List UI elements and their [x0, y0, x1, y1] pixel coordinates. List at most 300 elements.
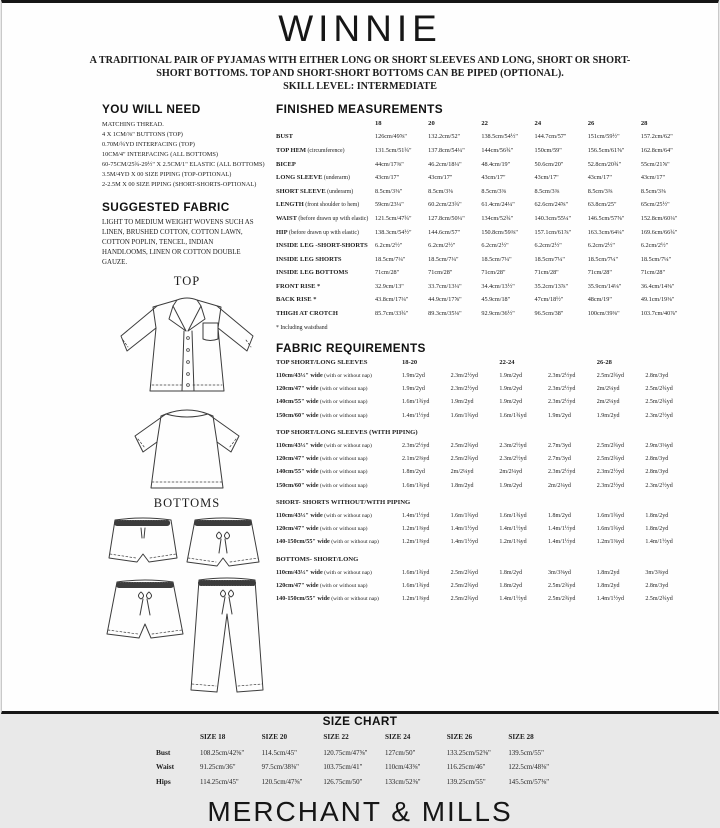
fabric-requirement-value: 2.5m/2¾yd: [645, 399, 673, 406]
measurement-value: 18.5cm/7¼": [534, 255, 565, 263]
measurement-label-note: (before drawn up with elastic): [296, 215, 369, 222]
fabric-requirement-value: 1.6m/1¾yd: [499, 412, 527, 419]
fabric-requirement-value: 1.2m/1⅜yd: [499, 539, 527, 546]
fabric-requirement-value: 1.4m/1½yd: [402, 412, 430, 419]
measurement-row: [276, 133, 694, 147]
measurement-label-text: LONG SLEEVE: [276, 174, 323, 182]
measurement-value: 138.5cm/54½": [481, 133, 518, 141]
fabric-size-group-header: 22-24: [499, 359, 515, 367]
fabric-requirement-value: 1.8m/2yd: [402, 469, 425, 476]
measurement-value: 48cm/19": [587, 296, 612, 304]
measurement-value: 71cm/28": [375, 269, 400, 277]
measurement-value: 63.8cm/25": [587, 201, 617, 209]
measurement-row: [276, 215, 694, 229]
fabric-width-label: [276, 455, 402, 462]
fabric-requirement-value: 1.4m/1½yd: [450, 539, 479, 546]
fabric-width-label: [276, 442, 402, 449]
fabric-requirement-row: [276, 512, 694, 525]
fabric-width-note: (with or without nap): [318, 482, 368, 489]
measurement-label: [276, 310, 375, 317]
size-chart-column-header: SIZE 18: [200, 733, 226, 742]
fabric-requirement-value: 2m/2¼yd: [499, 469, 523, 476]
measurements-header-row: [276, 120, 694, 134]
fabric-requirement-value: 2.5m/2¾yd: [548, 596, 576, 603]
measurement-label: [276, 229, 375, 236]
measurement-value: 137.8cm/54¼": [428, 146, 465, 154]
fabric-requirement-row: [276, 468, 694, 481]
measurement-value: 163.3cm/64¼": [587, 228, 625, 236]
fabric-width-label: [276, 385, 402, 392]
measurement-label-note: (front shoulder to hem): [303, 202, 360, 209]
measurement-label-note: (underarm): [322, 175, 350, 182]
size-chart-value: 110cm/43⅜": [385, 764, 421, 772]
measurement-value: 47cm/18½": [534, 296, 564, 304]
measurement-value: 8.5cm/3⅜": [375, 187, 403, 195]
size-chart-section: [2, 712, 718, 791]
measurement-value: 92.9cm/36½": [481, 310, 515, 318]
fabric-width-label: [276, 482, 402, 489]
size-chart-row-label: Hips: [156, 776, 171, 786]
measurement-row: [276, 188, 694, 202]
fabric-width-note: (with or without nap): [322, 570, 372, 577]
measurement-value: 85.7cm/33¾": [375, 310, 409, 318]
size-chart-value: 126.75cm/50": [323, 778, 363, 786]
measurement-value: 45.9cm/18": [481, 296, 511, 304]
measurement-value: 46.2cm/18¼": [428, 160, 462, 168]
measurement-label-note: (before drawn up with elastic): [287, 229, 359, 236]
fabric-requirement-value: 1.9m/2yd: [499, 373, 523, 380]
measurement-value: 157.2cm/62": [640, 133, 673, 141]
measurement-value: 43cm/17": [640, 174, 666, 182]
measurement-value: 6.2cm/2½": [534, 242, 562, 250]
fabric-requirement-value: 2.3m/2½yd: [548, 399, 576, 406]
measurement-label: [276, 133, 375, 140]
brand-logo: MERCHANT & MILLS: [207, 795, 513, 827]
measurement-value: 60.2cm/23¾": [428, 201, 462, 209]
size-column-header: 28: [640, 119, 648, 127]
fabric-width-text: 110cm/43½" wide: [276, 569, 323, 577]
measurement-row: [276, 229, 694, 243]
fabric-requirement-value: 2m/2¼yd: [548, 482, 571, 489]
fabric-requirements-heading: FABRIC REQUIREMENTS: [276, 340, 426, 355]
fabric-width-note: (with or without nap): [318, 583, 368, 590]
fabric-requirement-value: 2.3m/2½yd: [402, 443, 430, 450]
fabric-requirement-row: [276, 525, 694, 538]
size-chart-row-label: Bust: [156, 747, 171, 757]
fabric-requirement-value: 2.5m/2¾yd: [645, 596, 673, 603]
size-chart-column-header: SIZE 22: [323, 733, 349, 742]
fabric-requirement-value: 2.8m/3yd: [645, 373, 669, 380]
measurement-value: 127.8cm/50¼": [428, 214, 465, 222]
fabric-width-label: [276, 412, 402, 419]
fabric-requirement-value: 1.9m/2yd: [499, 386, 523, 393]
measurement-row: [276, 256, 694, 270]
measurement-value: 89.3cm/35⅛": [428, 310, 462, 318]
fabric-width-note: (with or without nap): [322, 373, 372, 380]
measurement-value: 140.3cm/55¼": [534, 214, 572, 222]
size-chart-value: 114.5cm/45": [261, 749, 297, 757]
size-column-header: 24: [534, 119, 542, 127]
you-will-need-heading: YOU WILL NEED: [102, 101, 201, 116]
fabric-requirement-value: 1.6m/1¾yd: [596, 513, 625, 520]
fabric-requirement-value: 1.2m/1⅜yd: [402, 539, 430, 546]
measurement-label-text: FRONT RISE *: [276, 282, 321, 290]
measurement-label-text: HIP: [276, 228, 288, 236]
fabric-requirement-row: [276, 372, 694, 385]
size-chart-value: 120.5cm/47⅝": [261, 778, 303, 786]
measurement-row: [276, 310, 694, 324]
finished-measurements-heading: FINISHED MEASUREMENTS: [276, 101, 444, 116]
measurement-row: [276, 242, 694, 256]
fabric-requirement-value: 1.4m/1½yd: [645, 539, 673, 546]
fabric-requirement-value: 2.3m/2½yd: [548, 469, 576, 476]
fabric-requirement-value: 2.7m/3yd: [548, 456, 571, 463]
fabric-requirement-value: 2.5m/2¾yd: [596, 373, 625, 380]
size-chart-column-header: SIZE 20: [261, 733, 288, 742]
measurement-value: 43cm/17": [534, 174, 559, 182]
fabric-requirement-value: 2.3m/2½yd: [596, 469, 625, 476]
fabric-requirement-value: 1.8m/2yd: [596, 583, 620, 590]
fabric-width-text: 120cm/47" wide: [276, 385, 319, 393]
measurement-label: [276, 269, 375, 276]
fabric-requirement-value: 1.9m/2yd: [596, 412, 620, 419]
fabric-width-label: [276, 569, 402, 576]
pyjama-bottoms-illustration: [103, 512, 271, 700]
measurement-value: 43.8cm/17¼": [375, 296, 409, 304]
measurement-value: 144cm/56¾": [481, 146, 514, 154]
measurement-value: 169.6cm/66¾": [640, 228, 678, 236]
measurement-value: 52.8cm/20¾": [587, 160, 622, 168]
skill-level: SKILL LEVEL: INTERMEDIATE: [283, 80, 437, 92]
measurement-label-text: BACK RISE *: [276, 296, 317, 304]
fabric-width-text: 150cm/60" wide: [276, 481, 319, 489]
measurement-value: 162.8cm/64": [640, 146, 673, 154]
you-will-need-item: 60-75CM/25¾-29½" X 2.5CM/1" ELASTIC (ALL BOTTOMS): [102, 161, 265, 168]
fabric-requirement-value: 2m/2¼yd: [596, 386, 620, 393]
left-column: [102, 102, 272, 700]
measurement-value: 71cm/28": [587, 269, 612, 277]
fabric-requirement-value: 1.6m/1¾yd: [450, 513, 479, 520]
measurement-value: 132.2cm/52": [428, 133, 461, 141]
fabric-width-text: 150cm/60" wide: [276, 411, 319, 419]
you-will-need-item: MATCHING THREAD.: [102, 120, 164, 128]
fabric-requirement-value: 2m/2¼yd: [596, 399, 620, 406]
fabric-requirement-value: 1.2m/1⅜yd: [596, 539, 625, 546]
measurement-label: [276, 283, 375, 290]
measurement-value: 134cm/52¾": [481, 214, 514, 222]
size-chart-row: [150, 748, 570, 763]
measurement-value: 43cm/17": [587, 174, 612, 182]
fabric-section-title: TOP SHORT/LONG SLEEVES: [276, 359, 368, 367]
measurement-label: [276, 174, 375, 181]
size-column-header: 18: [375, 119, 382, 127]
measurement-value: 44.9cm/17⅝": [428, 296, 462, 304]
size-chart-row: [150, 777, 570, 792]
measurement-value: 18.5cm/7¼": [640, 255, 672, 263]
fabric-requirement-row: [276, 582, 694, 595]
fabric-requirement-value: 1.4m/1½yd: [450, 526, 479, 533]
you-will-need-item: 10CM/4" INTERFACING (ALL BOTTOMS): [102, 150, 218, 158]
measurement-row: [276, 283, 694, 297]
measurement-value: 8.5cm/3⅜: [534, 187, 560, 195]
fabric-width-label: [276, 468, 402, 475]
measurement-value: 35.9cm/14⅛": [587, 282, 622, 290]
measurement-value: 35.2cm/13⅞": [534, 282, 568, 290]
fabric-section-title: SHORT- SHORTS WITHOUT/WITH PIPING: [276, 499, 411, 507]
fabric-requirement-value: 2.8m/3yd: [645, 583, 669, 590]
fabric-requirement-value: 2.5m/2¾yd: [645, 386, 673, 393]
measurement-value: 36.4cm/14⅜": [640, 282, 675, 290]
measurement-value: 157.1cm/61⅞": [534, 228, 572, 236]
measurement-label-text: BICEP: [276, 160, 296, 168]
size-chart-value: 103.75cm/41": [323, 764, 363, 772]
measurement-value: 34.4cm/13½": [481, 282, 515, 290]
fabric-requirement-row: [276, 569, 694, 582]
size-chart-header-row: [150, 733, 570, 748]
measurement-label-text: THIGH AT CROTCH: [276, 310, 338, 318]
measurement-value: 146.5cm/57⅝": [587, 214, 625, 222]
measurement-value: 156.5cm/61⅝": [587, 146, 625, 154]
measurement-label-text: INSIDE LEG BOTTOMS: [276, 269, 349, 277]
measurement-value: 44cm/17⅜": [375, 160, 404, 168]
fabric-requirement-value: 2.3m/2½yd: [645, 412, 673, 419]
fabric-width-note: (with or without nap): [322, 513, 372, 520]
fabric-width-text: 140-150cm/55" wide: [276, 595, 330, 603]
fabric-requirement-value: 2.8m/3yd: [645, 456, 669, 463]
measurement-label: [276, 215, 375, 222]
measurement-label: [276, 256, 375, 263]
measurement-value: 65cm/25½": [640, 201, 670, 209]
size-column-header: 20: [428, 119, 435, 127]
fabric-requirement-value: 2.3m/2½yd: [596, 482, 625, 489]
fabric-requirement-value: 1.6m/1¾yd: [499, 513, 527, 520]
fabric-section-header-row: [276, 499, 694, 512]
size-column-header: 22: [481, 119, 488, 127]
measurement-row: [276, 147, 694, 161]
fabric-requirement-value: 2.5m/2¾yd: [450, 443, 479, 450]
pattern-description: A TRADITIONAL PAIR OF PYJAMAS WITH EITHER LONG OR SHORT SLEEVES AND LONG, SHORT OR SHORT-SHORT BOTTOMS. TOP AND SHORT-SHORT BOTTOMS CAN BE PIPED (OPTIONAL).: [89, 54, 631, 80]
pyjama-top-back-illustration: [121, 402, 253, 494]
right-column: [272, 102, 694, 700]
measurement-value: 8.5cm/3⅜: [428, 187, 453, 195]
fabric-width-text: 120cm/47" wide: [276, 525, 319, 533]
measurement-value: 43cm/17": [375, 174, 400, 182]
measurement-value: 48.4cm/19": [481, 160, 511, 168]
measurement-value: 49.1cm/19⅜": [640, 296, 675, 304]
fabric-requirement-row: [276, 398, 694, 411]
fabric-requirement-value: 1.8m/2yd: [499, 570, 523, 577]
fabric-width-note: (with or without nap): [318, 526, 368, 533]
fabric-width-label: [276, 372, 402, 379]
measurement-row: [276, 296, 694, 310]
measurement-row: [276, 174, 694, 188]
fabric-requirement-value: 2.5m/2¾yd: [596, 443, 625, 450]
fabric-width-text: 120cm/47" wide: [276, 455, 319, 463]
size-chart-table: [150, 733, 570, 791]
fabric-requirement-value: 2.3m/2½yd: [499, 456, 527, 463]
measurement-row: [276, 269, 694, 283]
fabric-requirement-value: 2.5m/2¾yd: [450, 456, 479, 463]
measurement-value: 151cm/59½": [587, 133, 620, 141]
fabric-requirement-value: 3m/3⅜yd: [548, 570, 571, 577]
measurement-label-text: INSIDE LEG -SHORT-SHORTS: [276, 242, 368, 250]
fabric-section-title: BOTTOMS- SHORT/LONG: [276, 555, 359, 563]
measurement-label: [276, 201, 375, 208]
fabric-width-text: 110cm/43½" wide: [276, 442, 323, 450]
you-will-need-item: 2-2.5M X 00 SIZE PIPING (SHORT-SHORTS-OPTIONAL): [102, 181, 257, 189]
measurement-label-text: SHORT SLEEVE: [276, 187, 326, 195]
fabric-section-header-row: [276, 429, 694, 442]
fabric-requirement-value: 2.5m/2¾yd: [548, 583, 576, 590]
size-chart-value: 139.5cm/55": [508, 749, 544, 757]
measurement-label-text: LENGTH: [276, 201, 304, 209]
fabric-requirement-value: 1.8m/2yd: [645, 526, 669, 533]
measurement-value: 8.5cm/3⅜: [587, 187, 613, 195]
fabric-size-group-header: 18-20: [402, 359, 418, 367]
fabric-requirement-value: 1.4m/1½yd: [548, 526, 576, 533]
fabric-requirement-value: 1.6m/1¾yd: [402, 482, 430, 489]
fabric-requirement-value: 1.6m/1¾yd: [402, 583, 430, 590]
pattern-sheet: [1, 0, 719, 827]
measurement-value: 50.6cm/20": [534, 160, 564, 168]
fabric-width-text: 140-150cm/55" wide: [276, 538, 330, 546]
fabric-requirement-value: 2.3m/2½yd: [450, 386, 479, 393]
fabric-section-header-row: [276, 556, 694, 569]
fabric-width-note: (with or without nap): [318, 469, 368, 476]
measurement-label-note: (underarm): [325, 188, 354, 195]
measurement-value: 18.5cm/7¼": [375, 255, 406, 263]
fabric-width-label: [276, 525, 402, 532]
measurement-value: 55cm/21⅝": [640, 160, 670, 168]
measurement-value: 100cm/39⅜": [587, 310, 620, 318]
you-will-need-item: 4 X 1CM/⅜" BUTTONS (TOP): [102, 130, 183, 138]
size-chart-value: 97.5cm/38⅜": [261, 764, 299, 772]
fabric-width-label: [276, 398, 402, 405]
fabric-width-note: (with or without nap): [318, 412, 368, 419]
measurement-value: 138.3cm/54½": [375, 228, 412, 236]
fabric-requirement-row: [276, 385, 694, 398]
top-illustration-label: TOP: [173, 274, 201, 289]
size-chart-value: 139.25cm/55": [446, 778, 486, 786]
fabric-requirement-value: 2.1m/2⅜yd: [402, 456, 430, 463]
measurement-value: 131.5cm/51¾": [375, 146, 412, 154]
measurement-value: 43cm/17": [481, 174, 506, 182]
fabric-requirement-value: 2.3m/2½yd: [548, 386, 576, 393]
pyjama-top-front-illustration: [107, 290, 267, 402]
fabric-requirement-value: 1.4m/1½yd: [548, 539, 576, 546]
measurement-value: 43cm/17": [428, 174, 453, 182]
fabric-requirement-value: 1.6m/1¾yd: [402, 570, 430, 577]
measurement-value: 71cm/28": [534, 269, 559, 277]
measurement-row: [276, 201, 694, 215]
fabric-requirement-value: 1.8m/2yd: [499, 583, 523, 590]
measurement-value: 18.5cm/7¼": [481, 255, 512, 263]
fabric-width-label: [276, 538, 402, 545]
measurement-label: [276, 296, 375, 303]
fabric-width-text: 140cm/55" wide: [276, 398, 319, 406]
size-chart-value: 145.5cm/57⅜": [508, 778, 550, 786]
fabric-requirement-value: 1.2m/1⅜yd: [402, 526, 430, 533]
size-chart-heading: SIZE CHART: [322, 714, 398, 729]
measurement-value: 32.9cm/13": [375, 282, 404, 290]
measurement-value: 62.6cm/24⅝": [534, 201, 568, 209]
fabric-width-note: (with or without nap): [329, 596, 379, 603]
measurement-value: 8.5cm/3⅜: [640, 187, 666, 195]
fabric-requirement-value: 2.5m/2¾yd: [450, 570, 479, 577]
you-will-need-list: [102, 120, 272, 190]
fabric-section-header-row: [276, 359, 694, 372]
measurement-label-text: BUST: [276, 133, 293, 141]
fabric-width-text: 120cm/47" wide: [276, 582, 319, 590]
size-chart-value: 133cm/52⅜": [385, 778, 421, 786]
fabric-requirement-value: 2.5m/2¾yd: [450, 596, 479, 603]
fabric-requirement-value: 1.9m/2yd: [499, 482, 523, 489]
suggested-fabric-heading: SUGGESTED FABRIC: [102, 200, 230, 215]
fabric-requirement-value: 1.4m/1½yd: [596, 596, 625, 603]
size-chart-value: 133.25cm/52⅝": [446, 749, 491, 757]
fabric-requirement-value: 1.8m/2yd: [645, 513, 669, 520]
fabric-requirement-value: 2.5m/2¾yd: [450, 583, 479, 590]
measurement-value: 103.7cm/40⅞": [640, 310, 678, 318]
bottoms-illustration-label: BOTTOMS: [153, 496, 221, 511]
measurement-value: 6.2cm/2½": [640, 242, 669, 250]
measurement-label: [276, 242, 375, 249]
fabric-requirement-value: 2.5m/2¾yd: [596, 456, 625, 463]
measurement-label-text: TOP HEM: [276, 146, 307, 154]
fabric-requirement-value: 2.3m/2½yd: [548, 373, 576, 380]
fabric-requirement-value: 1.4m/1½yd: [499, 526, 527, 533]
you-will-need-item: 0.70M/¾YD INTERFACING (TOP): [102, 140, 195, 148]
measurement-value: 96.5cm/38": [534, 310, 564, 318]
measurement-value: 6.2cm/2½": [375, 242, 403, 250]
fabric-width-label: [276, 512, 402, 519]
fabric-requirement-value: 1.9m/2yd: [402, 373, 425, 380]
measurement-label-text: INSIDE LEG SHORTS: [276, 255, 342, 263]
fabric-width-note: (with or without nap): [329, 539, 379, 546]
fabric-requirements-table: [276, 359, 694, 608]
measurement-row: [276, 161, 694, 175]
measurement-value: 144.7cm/57": [534, 133, 567, 141]
measurements-footnote: * Including waistband: [276, 324, 328, 331]
fabric-size-group-header: 26-28: [596, 359, 612, 367]
measurement-value: 18.5cm/7¼": [428, 255, 459, 263]
size-chart-value: 114.25cm/45": [200, 778, 239, 786]
fabric-requirement-value: 3m/3⅜yd: [645, 570, 669, 577]
size-chart-value: 108.25cm/42⅝": [200, 749, 245, 757]
size-chart-value: 120.75cm/47⅝": [323, 749, 368, 757]
measurement-value: 33.7cm/13¼": [428, 282, 462, 290]
fabric-width-note: (with or without nap): [318, 399, 368, 406]
measurement-value: 126cm/49⅝": [375, 133, 407, 141]
finished-measurements-table: [276, 120, 694, 324]
fabric-requirement-value: 2.9m/3⅛yd: [645, 443, 673, 450]
fabric-requirement-value: 1.6m/1¾yd: [402, 399, 430, 406]
measurement-value: 71cm/28": [481, 269, 506, 277]
size-chart-value: 122.5cm/48⅜": [508, 764, 550, 772]
fabric-requirement-value: 1.4m/1½yd: [499, 596, 527, 603]
size-chart-row-label: Waist: [156, 762, 175, 772]
fabric-requirement-value: 1.6m/1¾yd: [450, 412, 479, 419]
fabric-requirement-value: 2.3m/2½yd: [499, 443, 527, 450]
fabric-requirement-row: [276, 442, 694, 455]
measurement-value: 61.4cm/24¼": [481, 201, 515, 209]
measurement-value: 150cm/59": [534, 146, 562, 154]
measurement-value: 71cm/28": [428, 269, 453, 277]
measurement-value: 8.5cm/3⅜: [481, 187, 507, 195]
size-chart-column-header: SIZE 28: [508, 733, 534, 742]
fabric-width-label: [276, 595, 402, 602]
fabric-requirement-value: 1.8m/2yd: [450, 482, 474, 489]
